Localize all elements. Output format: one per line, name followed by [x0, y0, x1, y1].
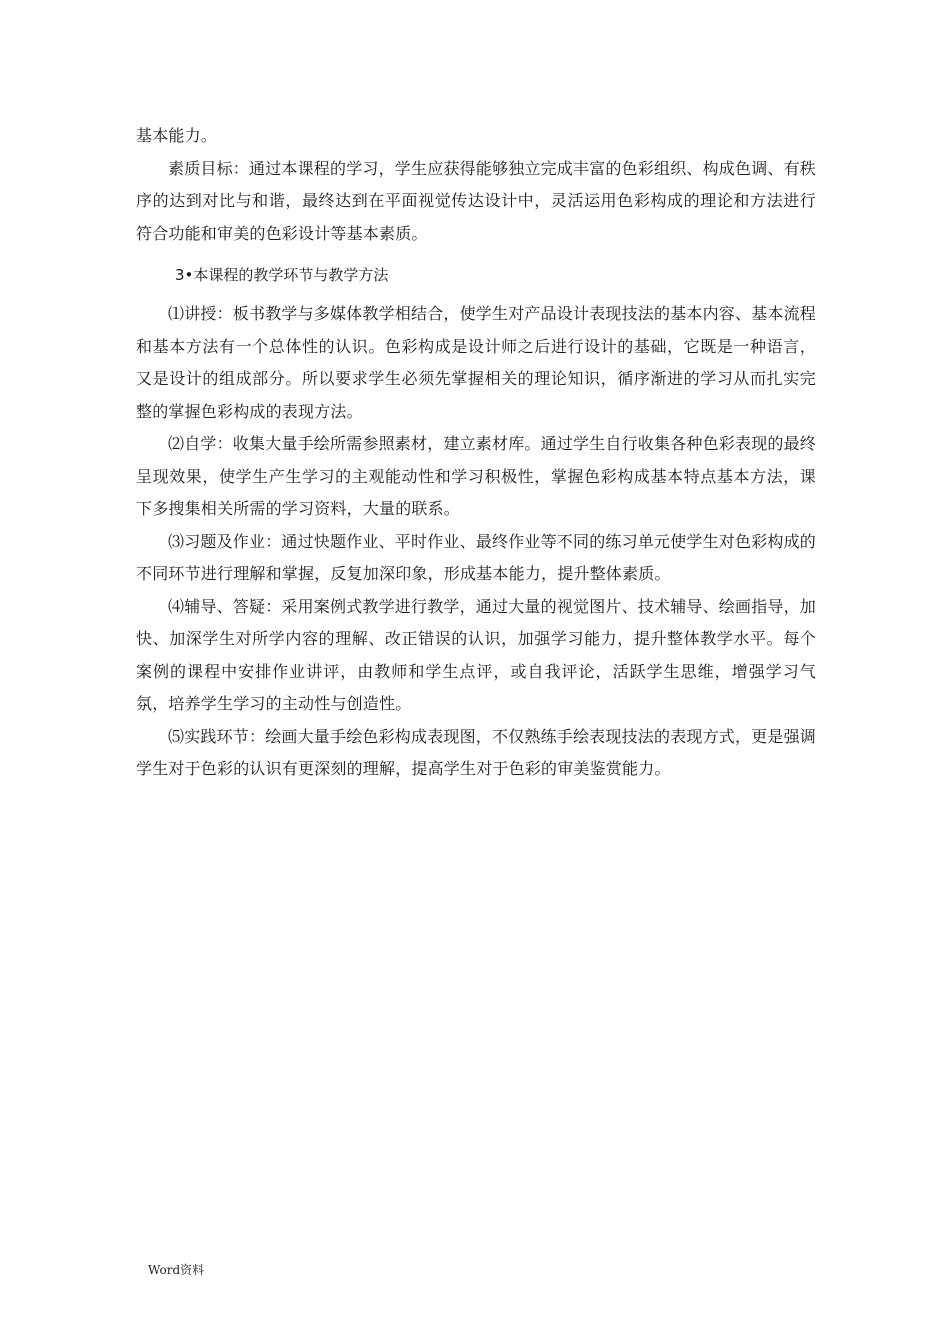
item-tutoring: ⑷辅导、答疑：采用案例式教学进行教学，通过大量的视觉图片、技术辅导、绘画指导，加快、加深学生对所学内容的理解、改正错误的认识，加强学习能力，提升整体教学水平。每个案例的课程中安排作业讲评，由教师和学生点评，或自我评论，活跃学生思维，增强学习气氛，培养学生学习的主动性与创造性。 — [136, 596, 817, 713]
section-heading: 3•本课程的教学环节与教学方法 — [175, 266, 389, 284]
item-self-study: ⑵自学：收集大量手绘所需参照素材，建立素材库。通过学生自行收集各种色彩表现的最终呈现效果，使学生产生学习的主观能动性和学习积极性，掌握色彩构成基本特点基本方法，课下多搜集相关所需的学习资料，大量的联系。 — [136, 434, 817, 518]
footer-label: Word资料 — [148, 1263, 205, 1277]
document-body — [136, 120, 816, 786]
item-lecture: ⑴讲授：板书教学与多媒体教学相结合，使学生对产品设计表现技法的基本内容、基本流程和基本方法有一个总体性的认识。色彩构成是设计师之后进行设计的基础，它既是一种语言，又是设计的组成部分。所以要求学生必须先掌握相关的理论知识，循序渐进的学习从而扎实完整的掌握色彩构成的表现方法。 — [136, 304, 817, 421]
paragraph-quality-goal: 素质目标：通过本课程的学习，学生应获得能够独立完成丰富的色彩组织、构成色调、有秩序的达到对比与和谐，最终达到在平面视觉传达设计中，灵活运用色彩构成的理论和方法进行符合功能和审美的色彩设计等基本素质。 — [136, 158, 817, 243]
item-exercises: ⑶习题及作业：通过快题作业、平时作业、最终作业等不同的练习单元使学生对色彩构成的不同环节进行理解和掌握，反复加深印象，形成基本能力，提升整体素质。 — [136, 531, 817, 583]
item-practice: ⑸实践环节：绘画大量手绘色彩构成表现图，不仅熟练手绘表现技法的表现方式，更是强调学生对于色彩的认识有更深刻的理解，提高学生对于色彩的审美鉴赏能力。 — [136, 726, 817, 778]
paragraph-basic-ability: 基本能力。 — [136, 126, 218, 145]
